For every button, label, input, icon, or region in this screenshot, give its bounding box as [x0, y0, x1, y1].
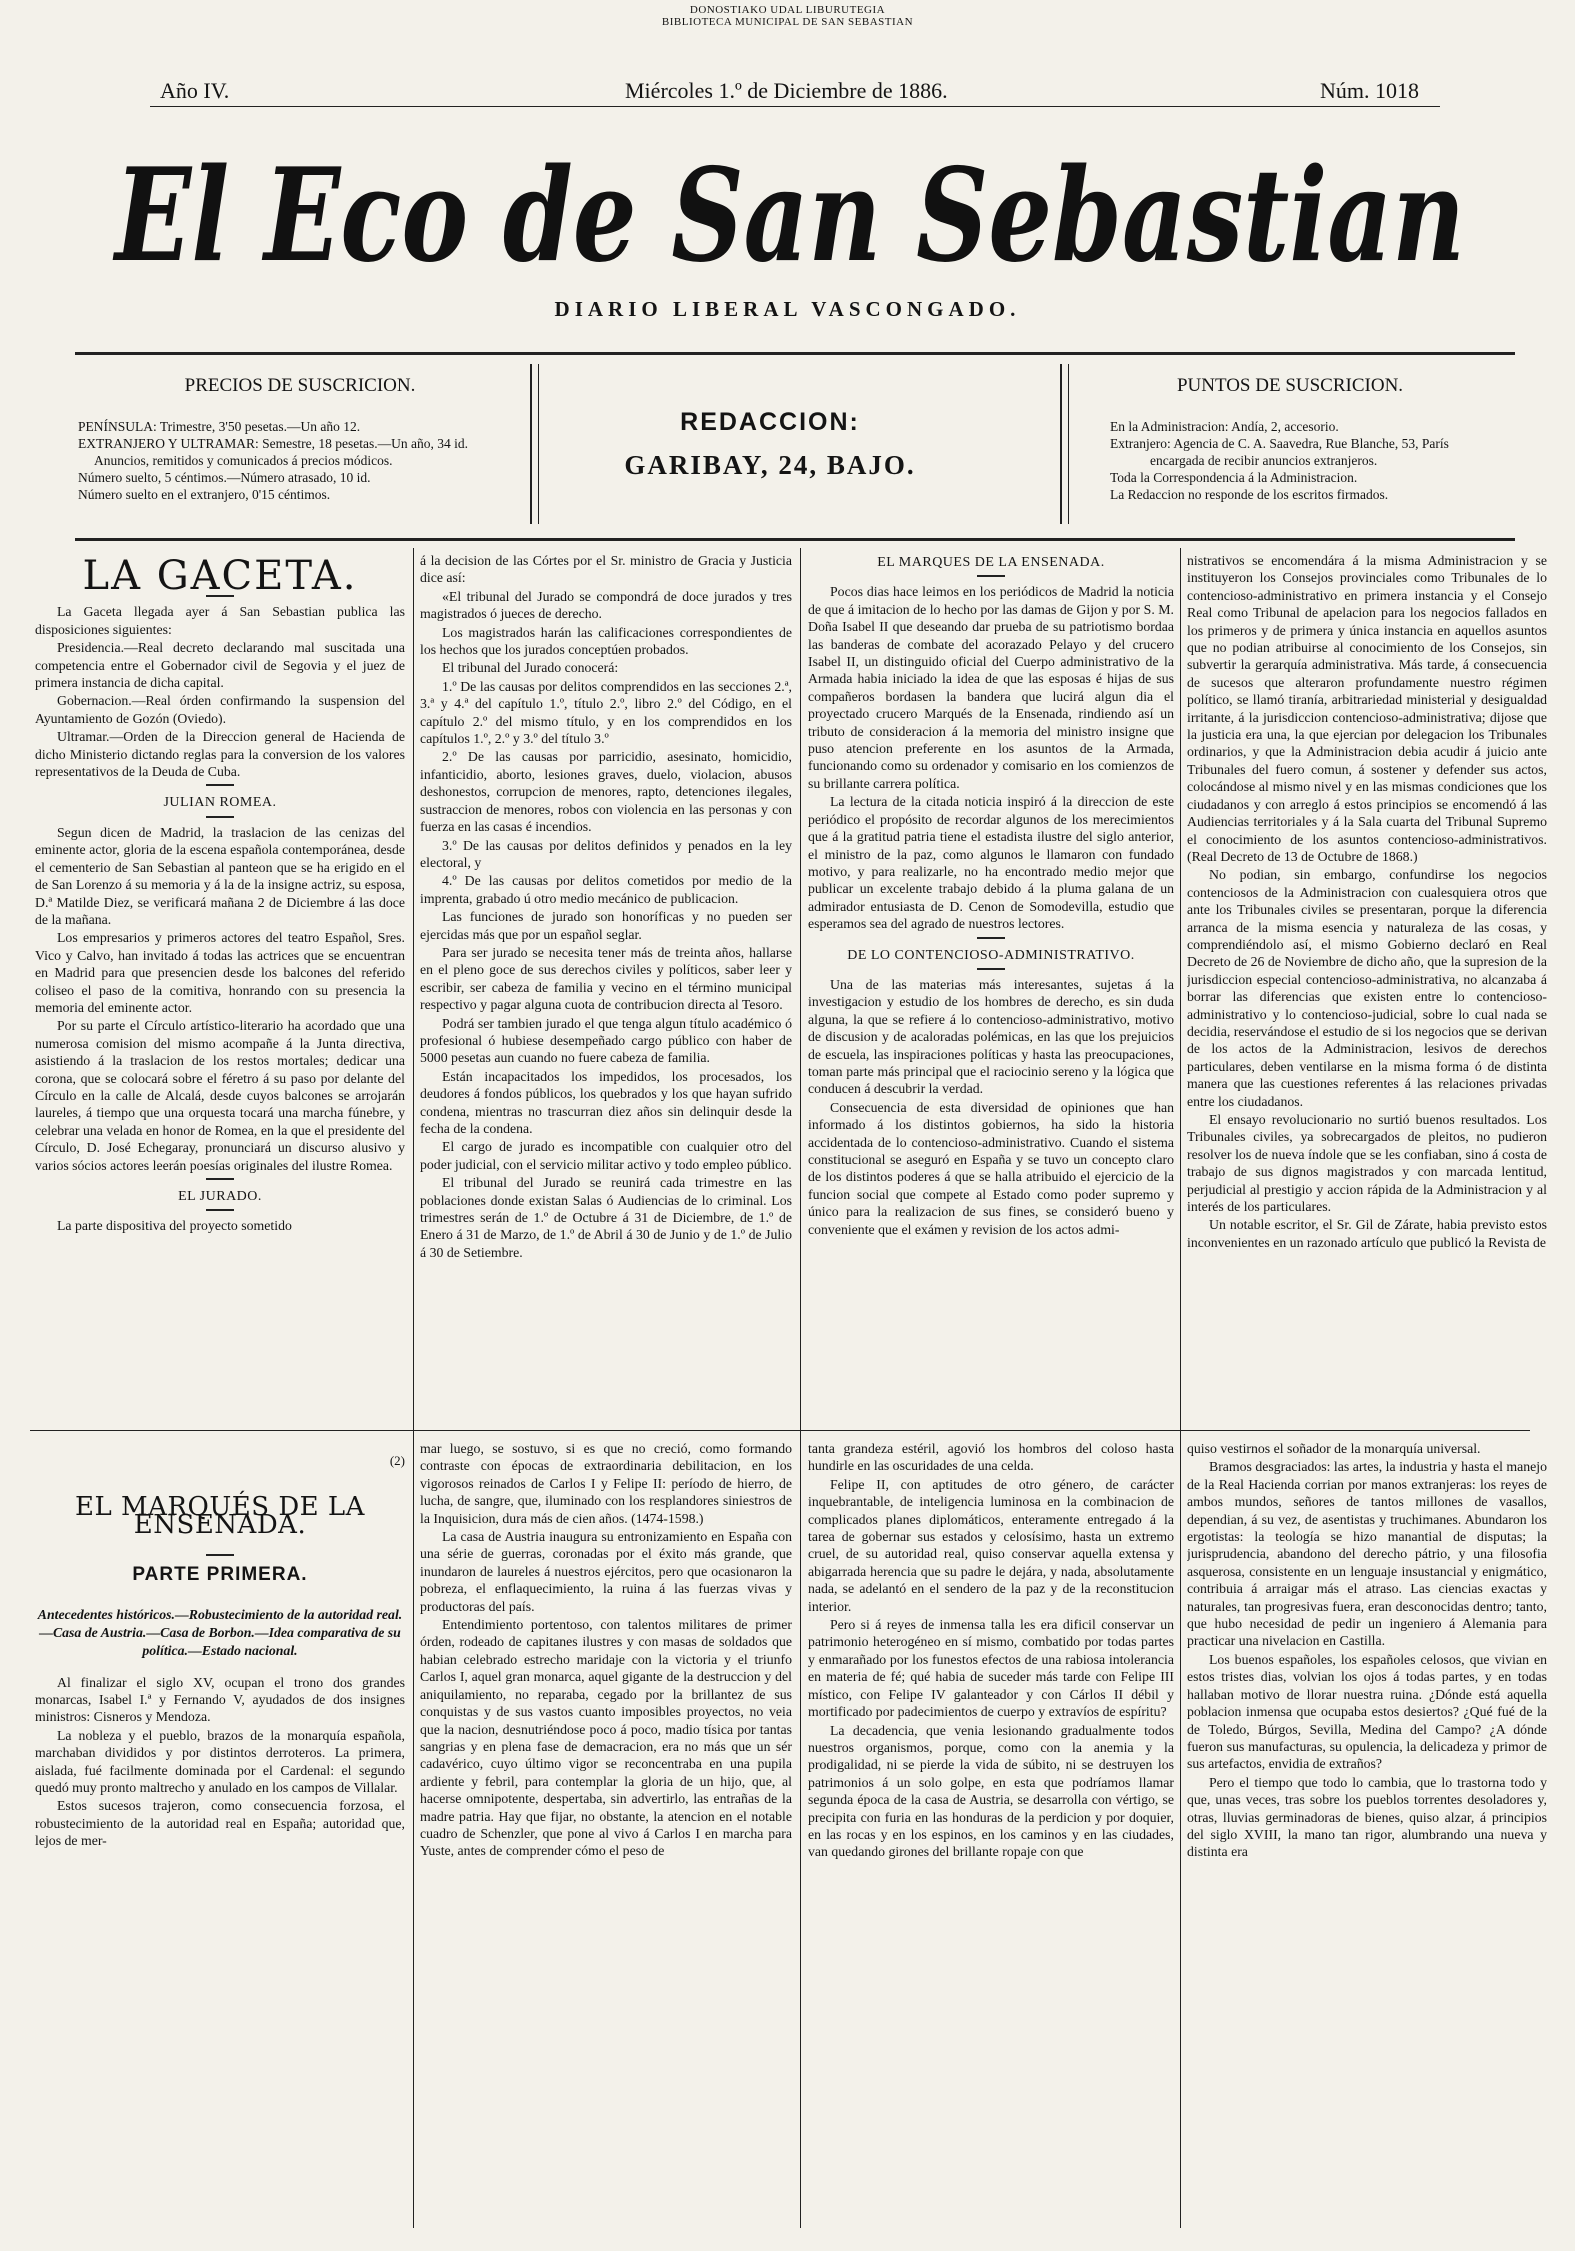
puntos-line: Toda la Correspondencia á la Administracion.	[1110, 470, 1358, 485]
la-gaceta-title: LA GACETA.	[82, 553, 358, 599]
section-dash	[206, 1178, 234, 1180]
section-dash	[977, 937, 1005, 939]
paragraph: Podrá ser tambien jurado el que tenga algun título académico ó profesional ó hubiese desempeñado cargo público con haber de 5000 pesetas aun cuando no fuere cabeza de familia.	[420, 1015, 792, 1066]
paragraph: nistrativos se encomendára á la misma Administracion y se instituyeron los Consejos provinciales como Tribunales de lo contencioso-administrativo en primera instancia y el Consejo Real como Tribunal de apelacion para los negocios fallados en los primeros y de primera y única instancia en aquellos asuntos que no podian atribuirse al conocimiento de los Consejos, sin subvertir la gerarquía administrativa. Más tarde, á consecuencia de sucesos que alteraron profundamente nuestro régimen político, se llamó tiranía, arbitrariedad ministerial y desigualdad irritante, á la jurisdiccion contencioso-administrativa; dijose que la justicia era una, la que ejercian por delegacion los Tribunales ordinarios, y que la Administracion debia acudir á juicio ante Tribunales del fuero comun, á sostener y defender sus actos, colocándose al mismo nivel y en las mismas condiciones que los ciudadanos y con arreglo á estos principios se encomendó á las Audiencias territoriales y á la Sala cuarta del Tribunal Supremo el conocimiento de los asuntos contencioso-administrativos. (Real Decreto de 13 de Octubre de 1868.)	[1187, 553, 1547, 864]
feuilleton-title: EL MARQUÉS DE LA ENSENADA.	[75, 1492, 365, 1540]
section-heading: JULIAN ROMEA.	[163, 795, 277, 811]
paragraph: Presidencia.—Real decreto declarando mal suscitada una competencia entre el Gobernador civil de Segovia y el juez de primera instancia de dicha capital.	[35, 640, 405, 691]
puntos-title: PUNTOS DE SUSCRICION.	[1176, 375, 1404, 396]
puntos-list	[1110, 418, 1510, 503]
paragraph: 4.º De las causas por delitos cometidos por medio de la imprenta, grabado ú otro medio mecánico de publicacion.	[420, 873, 792, 906]
masthead	[100, 135, 1480, 295]
paragraph: Pero el tiempo que todo lo cambia, que lo trastorna todo y que, unas veces, tras sobre los pueblos torrentes desoladores y, otras, lluvias germinadoras de bienes, quiso alzar, á principios del siglo XVIII, la mano tan rigor, alumbrando una nueva y distinta era	[1187, 1774, 1547, 1860]
paragraph: Ultramar.—Orden de la Direccion general de Hacienda de dicho Ministerio dictando reglas para la conversion de los valores representativos de la Deuda de Cuba.	[35, 729, 405, 780]
feuilleton-dash	[206, 1554, 234, 1556]
library-stamp	[0, 4, 1575, 28]
puntos-line: encargada de recibir anuncios extranjeros.	[1150, 453, 1378, 468]
issue-date: Miércoles 1.º de Diciembre de 1886.	[625, 78, 948, 103]
column-rule-2	[800, 548, 801, 2228]
paragraph: Los magistrados harán las calificaciones correspondientes de los hechos que los jurados conceptúen probados.	[420, 624, 792, 658]
paragraph: Para ser jurado se necesita tener más de treinta años, hallarse en el pleno goce de sus derechos civiles y políticos, saber leer y escribir, ser cabeza de familia y vecino en el término municipal respectivo y pagar alguna cuota de contribucion directa al Tesoro.	[420, 944, 792, 1013]
paragraph: La casa de Austria inaugura su entronizamiento en España con una série de guerras, coronadas por el éxito más grande, que inundaron de laureles á nuestros ejércitos, pero que ocasionaron la pobreza, el enflaquecimiento, la ruina á las fuerzas vivas y productoras del país.	[420, 1529, 792, 1614]
paragraph: La nobleza y el pueblo, brazos de la monarquía española, marchaban divididos y por distintos derroteros. La primera, aislada, fué facilmente dominada por el Cardenal: el segundo quedó muy pronto maltrecho y anulado en los campos de Villalar.	[35, 1727, 405, 1796]
paragraph: La lectura de la citada noticia inspiró á la direccion de este periódico el propósito de recordar algunos de los merecimientos que á la gratitud patria tiene el estadista ilustre del siglo anterior, el ministro de la paz, como algunos le llamaron con fundado motivo, y para realizarle, no ha encontrado medio mejor que publicar un excelente trabajo debido á la pluma galana de un admirador entusiasta de D. Cenon de Somodevilla, estudio que esperamos sea del agrado de nuestros lectores.	[808, 794, 1174, 932]
paragraph: El cargo de jurado es incompatible con cualquier otro del poder judicial, con el servicio militar activo y todo empleo público.	[420, 1139, 792, 1172]
precios-list	[78, 418, 523, 503]
paragraph: Felipe II, con aptitudes de otro género, de carácter inquebrantable, de inteligencia luminosa en la combinacion de complicados planes diplomáticos, enteramente entregado á la tarea de gobernar sus estados y celosísimo, hasta un extremo cruel, de su autoridad real, quiso conservar aquella extensa y abigarrada herencia que su padre le dejára, y nada, absolutamente nada, se adelantó en el sendero de la paz y de la reconstitucion interior.	[808, 1476, 1174, 1614]
issue-year: Año IV.	[160, 78, 230, 103]
masthead-text: El Eco de San Sebastian	[112, 141, 1465, 291]
issue-number: Núm. 1018	[1320, 78, 1419, 103]
paragraph: Una de las materias más interesantes, sujetas á la investigacion y estudio de los hombres de derecho, es sin duda alguna, la que se refiere á lo contencioso-administrativo, motivo de discusion y de acaloradas polémicas, en las que los prejuicios de escuela, las inspiraciones políticas y hasta las preocupaciones, toman parte más principal que el raciocinio sereno y la lógica que conducen á descubrir la verdad.	[808, 976, 1174, 1097]
paragraph: La parte dispositiva del proyecto sometido	[57, 1218, 292, 1234]
box-divider-left	[530, 364, 532, 524]
paragraph: á la decision de las Córtes por el Sr. ministro de Gracia y Justicia dice así:	[420, 553, 792, 586]
section-dash	[206, 816, 234, 818]
paragraph: Por su parte el Círculo artístico-literario ha acordado que una numerosa comision del mismo acompañe á la Junta directiva, asistiendo á la traslacion de los restos mortales; dedicar una corona, que se colocará sobre el féretro á su paso por delante del Círculo en la calle de Alcalá, desde cuyos balcones se arrojarán laureles, á tiempo que una orquesta tocará una marcha fúnebre, y celebrar una velada en honor de Romea, en la que el presidente del Círculo, D. José Echegaray, pronunciará un discurso alusivo y varios sócios actores leerán poesías originales del ilustre Romea.	[35, 1018, 405, 1173]
feuilleton-subtitle: Antecedentes históricos.—Robustecimiento de la autoridad real.—Casa de Austria.—Casa de Borbon.—Idea comparativa de su política.—Estado nacional.	[37, 1606, 403, 1658]
paragraph: 2.º De las causas por parricidio, asesinato, homicidio, infanticidio, aborto, lesiones graves, duelo, violacion, abusos deshonestos, corrupcion de menores, rapto, detenciones ilegales, sustraccion de menores, robos con violencia en las personas y con fuerza en las casas é incendios.	[420, 749, 792, 835]
precios-line: Número suelto en el extranjero, 0'15 céntimos.	[78, 487, 331, 502]
precios-line: EXTRANJERO Y ULTRAMAR: Semestre, 18 pesetas.—Un año, 34 id.	[78, 436, 468, 451]
redaccion-address: GARIBAY, 24, BAJO.	[624, 450, 916, 480]
precios-line: Anuncios, remitidos y comunicados á precios módicos.	[94, 453, 393, 468]
article-column-1	[35, 550, 405, 1425]
paragraph: Pocos dias hace leimos en los periódicos de Madrid la noticia de que á imitacion de lo hecho por las damas de Gijon y por S. M. Doña Isabel II que deseando dar prueba de su patriotismo bordaa las banderas de combate del acorazado Pelayo y del crucero Isabel II, un distinguido oficial del Cuerpo administrativo de la Armada habia iniciado la idea de que las esposas é hijas de sus compañeros bordasen la bandera que lucirá algun dia el proyectado crucero Marqués de la Ensenada, rindiendo así un tributo de consideracion á la memoria del ministro insigne que puso atencion preferente en los asuntos de la Armada, funcionando como su ordenador y comisario en los comienzos de su brillante carrera política.	[808, 584, 1174, 791]
paragraph: No podian, sin embargo, confundirse los negocios contenciosos de la Administracion con cualesquiera otros que ante los Tribunales civiles se presentaran, porque la diferencia arranca de la misma esencia y naturaleza de las cosas, y comprendiéndolo así, el mismo Gobierno declaró en Real Decreto de 26 de Noviembre de dicho año, que la supresion de la jurisdiccion especial contencioso-administrativa, no alcanzaba á borrar las diferencias que existen entre lo contencioso-administrativo y lo contencioso-judicial, sobre lo cual nada se decidia, reservándose el estudio de si los negocios que se derivan de los actos de la Administracion, lesivos de derechos particulares, deben ventilarse en la misma forma ó de distinta manera que las cuestiones referentes á las relaciones privadas entre los ciudadanos.	[1187, 867, 1547, 1109]
section-heading: EL JURADO.	[178, 1189, 262, 1204]
paragraph: Segun dicen de Madrid, la traslacion de las cenizas del eminente actor, gloria de la escena española contemporánea, desde el cementerio de San Sebastian al panteon que se ha erigido en el de San Lorenzo á su memoria y á la de la insigne actriz, su esposa, D.ª Matilde Diez, se verificará mañana 2 de Diciembre á las doce de la mañana.	[35, 824, 405, 927]
section-heading: DE LO CONTENCIOSO-ADMINISTRATIVO.	[847, 947, 1135, 963]
article-column-4	[1187, 552, 1547, 1425]
feuilleton-number: (2)	[389, 1453, 405, 1468]
paragraph: Las funciones de jurado son honoríficas y no pueden ser ejercidas más que por un español seglar.	[420, 909, 792, 942]
box-divider-right	[1060, 364, 1062, 524]
paragraph: Están incapacitados los impedidos, los procesados, los deudores á fondos públicos, los quebrados y los que hayan sufrido condena, mientras no trascurran diez años sin delinquir desde la fecha de la condena.	[420, 1068, 792, 1136]
column-rule-1	[413, 548, 414, 2228]
paragraph: Gobernacion.—Real órden confirmando la suspension del Ayuntamiento de Gozón (Oviedo).	[35, 693, 405, 726]
paragraph: 3.º De las causas por delitos definidos y penados en la ley electoral, y	[420, 837, 792, 870]
paragraph: El ensayo revolucionario no surtió buenos resultados. Los Tribunales civiles, ya sobrecargados de pleitos, no pudieron resolver los de nueva índole que se les confiaban, sino á costa de trabajo de sus dignos magistrados y con marcada lentitud, perjudicial al prestigio y accion rápida de la Administracion y al interés de los particulares.	[1187, 1112, 1547, 1215]
feuilleton-rule	[30, 1430, 1530, 1431]
puntos-line: La Redaccion no responde de los escritos firmados.	[1110, 487, 1389, 502]
section-dash	[977, 968, 1005, 970]
paragraph: «El tribunal del Jurado se compondrá de doce jurados y tres magistrados ó jueces de derecho.	[420, 588, 792, 622]
feuilleton-column-2	[420, 1440, 792, 2230]
feuilleton-column-4	[1187, 1440, 1547, 2230]
article-column-2	[420, 552, 792, 1425]
stamp-line-1: DONOSTIAKO UDAL LIBURUTEGIA	[689, 4, 886, 16]
paragraph: mar luego, se sostuvo, si es que no creció, como formando contraste con épocas de extraordinaria debilitacion, en los vigorosos reinados de Carlos I y Felipe II: período de hierro, de lucha, de sangre, que, iluminado con los resplandores siniestros de la Inquisicion, dura más de cien años. (1474-1598.)	[420, 1441, 792, 1526]
paragraph: Un notable escritor, el Sr. Gil de Zárate, habia previsto estos inconvenientes en un razonado artículo que publicó la Revista de	[1187, 1217, 1547, 1250]
box-divider-left-2	[538, 364, 539, 524]
paragraph: El tribunal del Jurado conocerá:	[442, 660, 619, 676]
box-bottom-rule	[75, 538, 1515, 541]
feuilleton-part: PARTE PRIMERA.	[132, 1564, 308, 1586]
puntos-line: Extranjero: Agencia de C. A. Saavedra, Rue Blanche, 53, París	[1110, 436, 1449, 451]
paragraph: Pero si á reyes de inmensa talla les era dificil conservar un patrimonio heterogéneo en sí mismo, combatido por todas partes y enmarañado por los funestos efectos de una rabiosa intolerancia en materia de fé; qué habia de suceder más tarde con Felipe III místico, con Felipe IV galanteador y con Cárlos II débil y mortificado por padecimientos de cuerpo y extravíos de espíritu?	[808, 1617, 1174, 1720]
puntos-line: En la Administracion: Andía, 2, accesorio.	[1110, 419, 1339, 434]
masthead-logo	[100, 135, 1480, 295]
paragraph: Consecuencia de esta diversidad de opiniones que han informado á los distintos gobiernos, ha sido la historia accidentada de lo contencioso-administrativo. Cuando el sistema constitucional se aseguró en España y se tuvo un concepto claro de los distintos poderes á que se halla atribuido el ejercicio de la funcion social que compete al Estado como poder supremo y único para la realizacion de sus fines, se consideró bueno y conveniente que el exámen y revision de los actos admi-	[808, 1099, 1174, 1237]
precios-line: PENÍNSULA: Trimestre, 3'50 pesetas.—Un año 12.	[78, 419, 361, 434]
paragraph: quiso vestirnos el soñador de la monarquía universal.	[1187, 1441, 1481, 1456]
masthead-subtitle: DIARIO LIBERAL VASCONGADO.	[554, 297, 1021, 321]
section-dash	[206, 1209, 234, 1211]
paragraph: El tribunal del Jurado se reunirá cada trimestre en las poblaciones donde existan Salas ó Audiencias de lo criminal. Los trimestres serán de 1.º de Octubre á 31 de Diciembre, de 1.º de Enero á 31 de Marzo, de 1.º de Abril á 30 de Junio y de 1.º de Julio á 30 de Setiembre.	[420, 1175, 792, 1260]
precios-title: PRECIOS DE SUSCRICION.	[184, 375, 416, 396]
article-column-3	[808, 552, 1174, 1425]
paragraph: La decadencia, que venia lesionando gradualmente todos nuestros organismos, porque, como con la anemia y la prodigalidad, ni se pierde la vida de súbito, ni se destruyen los patrimonios á un solo golpe, en esta que podríamos llamar segunda época de la casa de Austria, se desarrolla con vértigo, se precipita con furia en las honduras de la perdicion y por doquier, en las rocas y en los espinos, en los caminos y en las ciudades, van quedando girones del brillante ropaje con que	[808, 1722, 1174, 1860]
paragraph: 1.º De las causas por delitos comprendidos en las secciones 2.ª, 3.ª y 4.ª del capítulo 1.º, título 2.º, libro 2.º del Código, en el capítulo 2.º del mismo título, y en los comprendidos en los capítulos 1.º, 2.º y 3.º del título 3.º	[420, 678, 792, 747]
paragraph: Bramos desgraciados: las artes, la industria y hasta el manejo de la Real Hacienda corrian por manos extranjeras: los reyes de ambos mundos, señores de tantos millones de vasallos, dependian, á su vez, de asentistas y truchimanes. Abundaron los ergotistas: la teología se hizo manantial de disputas; la jurisprudencia, abandono del derecho pátrio, y una filosofia asquerosa, consistente en un lenguaje insustancial y enigmático, contribuia á arraigar más el atraso. Las ciencias exactas y naturales, tan progresivas fuera, eran desconocidas dentro; tanto, que hubo necesidad de pedir un ingeniero á Alemania para practicar una nivelacion en Castilla.	[1187, 1459, 1547, 1649]
section-dash	[977, 575, 1005, 577]
column-rule-3	[1180, 548, 1181, 2228]
stamp-line-2: BIBLIOTECA MUNICIPAL DE SAN SEBASTIAN	[661, 16, 914, 28]
box-top-rule	[75, 352, 1515, 355]
paragraph: Entendimiento portentoso, con talentos militares de primer órden, rodeado de capitanes ilustres y con masas de soldados que habian celebrado estrecho maridaje con la victoria y el triunfo Carlos I, aquel gran monarca, aquel gigante de la destruccion y del aniquilamiento, no reparaba, cegado por la brillantez de sus conquistas y de sus vastos cuanto imposibles proyectos, no veia que la nacion, desnutriéndose poco á poco, madio tísica por tantas sangrias y en plena fase de demacracion, era no más que un sér cadavérico, cuyo último vigor se reconcentraba en una pupila ardiente y febril, para contemplar la gloria de un hijo, que, al hacerse omnipotente, despertaba, sin advertirlo, las entrañas de la madre patria. Hay que fijar, no obstante, la atencion en el notable cuadro de Schenzler, que pone al vivo á Carlos I en marcha para Yuste, antes de comprender cómo el peso de	[420, 1617, 792, 1859]
paragraph: La Gaceta llegada ayer á San Sebastian publica las disposiciones siguientes:	[35, 604, 405, 637]
redaccion-title: REDACCION:	[680, 408, 860, 436]
paragraph: Estos sucesos trajeron, como consecuencia forzosa, el robustecimiento de la autoridad real en España; autoridad que, lejos de mer-	[35, 1798, 405, 1849]
paragraph: Los buenos españoles, los españoles celosos, que vivian en estos tristes dias, volvian los ojos á todas partes, y en todas hallaban motivo de llorar nuestra ruina. ¿Dónde está aquella poblacion inmensa que ocupaba estos desiertos? ¿Qué fué de la de Toledo, Búrgos, Sevilla, Medina del Campo? ¿A dónde fueron sus manufacturas, su opulencia, la delicadeza y primor de sus artefactos, envidia de extraños?	[1187, 1651, 1547, 1772]
paragraph: Al finalizar el siglo XV, ocupan el trono dos grandes monarcas, Isabel I.ª y Fernando V, ayudados de dos insignes ministros: Cisneros y Mendoza.	[35, 1674, 405, 1725]
box-divider-right-2	[1068, 364, 1069, 524]
feuilleton-column-1	[35, 1440, 405, 2230]
section-heading: EL MARQUES DE LA ENSENADA.	[877, 555, 1105, 570]
section-dash	[206, 784, 234, 786]
top-divider	[150, 106, 1440, 107]
paragraph: Los empresarios y primeros actores del teatro Español, Sres. Vico y Calvo, han invitado á todas las actrices que se encuentran en Madrid para que presencien desde los balcones del referido coliseo el paso de la comitiva, honrando con su presencia la memoria del eminente actor.	[35, 930, 405, 1015]
paragraph: tanta grandeza estéril, agovió los hombros del coloso hasta hundirle en las oscuridades de una celda.	[808, 1441, 1174, 1474]
precios-line: Número suelto, 5 céntimos.—Número atrasado, 10 id.	[78, 470, 371, 485]
feuilleton-column-3	[808, 1440, 1174, 2230]
